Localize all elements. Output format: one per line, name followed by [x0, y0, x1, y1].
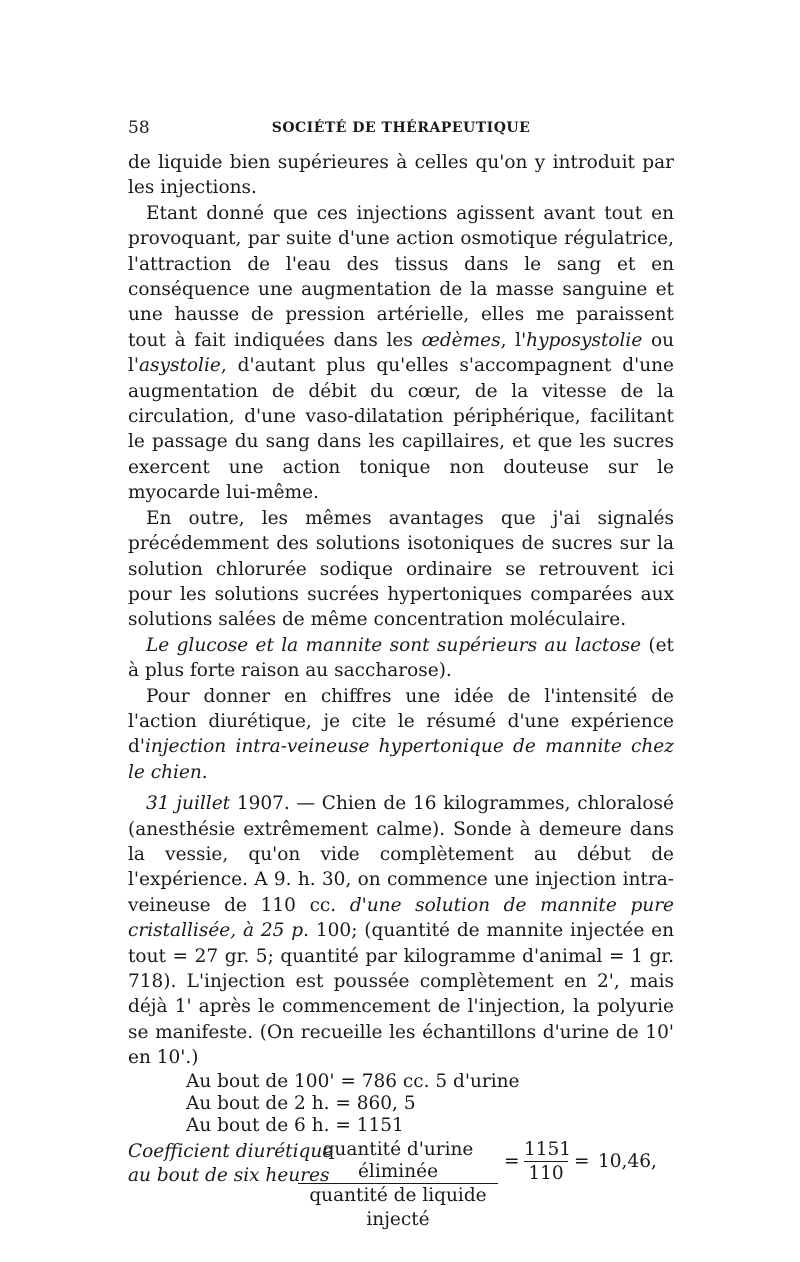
paragraph-6-italic: d'une solution de mannite pure cristallisée, à 25 p.	[128, 894, 674, 942]
paragraph-2	[128, 201, 674, 506]
result-line-2: Au bout de 2 h. = 860, 5	[186, 1092, 416, 1114]
paragraph-6-part-a: 1907. — Chien de 16 kilogrammes, chloralosé (anesthésie extrêmement calme). Sonde à demeure dans la vessie, qu'on vide complètement au début de l'expérience. A 9. h. 30, on commence une injection intra-veineuse de 110 cc.	[128, 793, 674, 916]
paragraph-4	[128, 633, 674, 684]
body-text	[128, 150, 675, 1230]
formula-equals-1: =	[504, 1150, 520, 1172]
result-line-1: Au bout de 100' = 786 cc. 5 d'urine	[186, 1070, 520, 1092]
term-asystolie: asystolie	[139, 355, 221, 377]
diuretic-formula	[128, 1138, 674, 1230]
formula-equals-2: =	[574, 1150, 590, 1172]
paragraph-4-italic: Le glucose et la mannite sont supérieurs au lactose	[146, 634, 642, 656]
formula-value-fraction	[524, 1138, 572, 1186]
paragraph-3: En outre, les mêmes avantages que j'ai signalés précédemment des solutions isotoniques de sucres sur la solution chlorurée sodique ordinaire se retrouvent ici pour les solutions sucrées hypertoniques comparées aux solutions salées de même concentration moléculaire.	[128, 507, 674, 631]
paragraph-2-part-a: Etant donné que ces injections agissent avant tout en provoquant, par suite d'une action osmotique régulatrice, l'attraction de l'eau des tissus dans le sang et en conséquence une augmentation de la masse sanguine et une hausse de pression artérielle, elles me paraissent tout à fait indiquées dans les	[128, 202, 674, 351]
experiment-date: 31 juillet	[146, 793, 231, 815]
paragraph-4-rest: (et à plus forte raison au saccharose).	[128, 634, 674, 682]
result-line-3: Au bout de 6 h. = 1151	[186, 1114, 404, 1136]
paragraph-6-part-b: 100; (quantité de mannite injectée en tout = 27 gr. 5; quantité par kilogramme d'animal = 1 gr. 718). L'injection est poussée complètement en 2', mais déjà 1' après le commencement de l'injection, la polyurie se manifeste. (On recueille les échantillons d'urine de 10' en 10'.)	[128, 920, 674, 1069]
paragraph-6	[128, 791, 674, 1070]
page-number: 58	[128, 118, 150, 138]
paragraph-2-part-c: ou l'	[128, 329, 675, 377]
formula-numerator: quantité d'urine éliminée	[298, 1139, 498, 1184]
formula-label-line-1: Coefficient diurétique	[128, 1140, 334, 1162]
formula-label-line-2: au bout de six heures	[128, 1164, 330, 1186]
paragraph-2-part-d: , d'autant plus qu'elles s'accompagnent d'une augmentation de débit du cœur, de la vitesse de la circulation, d'une vaso-dilatation périphérique, facilitant le passage du sang dans les capillaires, et que les sucres exercent une action tonique non douteuse sur le myocarde lui-même.	[128, 355, 674, 504]
formula-den-value: 110	[528, 1162, 564, 1184]
formula-fraction	[298, 1139, 498, 1232]
formula-num-value: 1151	[524, 1138, 572, 1160]
paragraph-5	[128, 684, 674, 786]
paragraph-5-part-a: Pour donner en chiffres une idée de l'intensité de l'action diurétique, je cite le résumé d'une expérience d'	[128, 685, 674, 758]
page-header	[128, 118, 674, 140]
paragraph-1: de liquide bien supérieures à celles qu'on y introduit par les injections.	[128, 152, 674, 199]
term-hyposystolie: hyposystolie	[526, 329, 643, 351]
paragraph-5-italic: injection intra-veineuse hypertonique de mannite chez le chien.	[128, 736, 674, 783]
results-list	[128, 1071, 674, 1137]
term-oedemes: œdèmes	[421, 329, 501, 351]
running-head: SOCIÉTÉ DE THÉRAPEUTIQUE	[271, 120, 531, 136]
formula-denominator: quantité de liquide injecté	[309, 1184, 487, 1230]
paragraph-2-part-b: , l'	[500, 329, 527, 351]
formula-result: 10,46,	[598, 1150, 657, 1172]
